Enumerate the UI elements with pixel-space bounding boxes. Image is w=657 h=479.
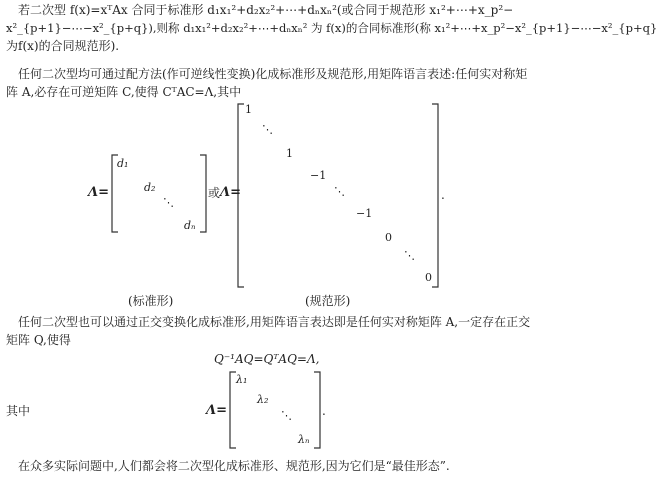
lambda-matrix-lhs: Λ=: [206, 403, 227, 418]
canonical-matrix-end: .: [441, 188, 445, 202]
para3-line1: 任何二次型也可以通过正交变换化成标准形,用矩阵语言表达即是任何实对称矩阵 A,一定存在正交: [18, 315, 531, 329]
canonical-entry-1a: 1: [245, 103, 252, 116]
lambda-entry-dots: ⋱: [281, 409, 292, 422]
para2-line2: 阵 A,必存在可逆矩阵 C,使得 CᵀAC=Λ,其中: [6, 85, 242, 99]
matrix-connector-or: 或: [208, 186, 221, 200]
canonical-entry-0b: 0: [425, 271, 432, 284]
lambda-matrix-end: .: [322, 404, 326, 418]
para3-line2: 矩阵 Q,使得: [6, 333, 71, 347]
canonical-entry-dots2: ⋱: [334, 185, 345, 198]
canonical-entry-dots3: ⋱: [404, 249, 415, 262]
canonical-caption: (规范形): [305, 294, 351, 308]
para2-line1: 任何二次型均可通过配方法(作可逆线性变换)化成标准形及规范形,用矩阵语言表述:任何实对称矩: [18, 67, 528, 81]
canonical-entry-0a: 0: [385, 231, 392, 244]
orthogonal-equation: Q⁻¹AQ=QᵀAQ=Λ,: [214, 352, 320, 366]
standard-entry-d2: d₂: [144, 181, 156, 194]
para1-line3: 为f(x)的合同规范形).: [6, 39, 120, 53]
para1-line2: x²_{p+1}−⋯−x²_{p+q}),则称 d₁x₁²+d₂x₂²+⋯+dₙxₙ² 为 f(x)的合同标准形(称 x₁²+⋯+x_p²−x²_{p+1}−⋯−x²_{p+q}: [6, 21, 657, 35]
standard-matrix-lhs: Λ=: [88, 185, 109, 200]
canonical-entry-neg1a: −1: [310, 169, 327, 182]
lambda-entry-2: λ₂: [257, 393, 269, 406]
canonical-entry-dots1: ⋱: [262, 123, 273, 136]
standard-entry-d1: d₁: [117, 157, 129, 170]
para5-line1: 在众多实际问题中,人们都会将二次型化成标准形、规范形,因为它们是“最佳形态”.: [18, 459, 450, 473]
lambda-entry-n: λₙ: [298, 433, 310, 446]
standard-entry-dots: ⋱: [163, 196, 174, 209]
standard-entry-dn: dₙ: [184, 219, 196, 232]
canonical-entry-neg1b: −1: [356, 207, 373, 220]
para4-lead: 其中: [6, 404, 31, 418]
canonical-matrix-lhs: Λ=: [220, 185, 241, 200]
standard-caption: (标准形): [128, 294, 174, 308]
lambda-entry-1: λ₁: [236, 373, 248, 386]
para1-line1: 若二次型 f(x)=xᵀAx 合同于标准形 d₁x₁²+d₂x₂²+⋯+dₙxₙ²(或合同于规范形 x₁²+⋯+x_p²−: [18, 3, 514, 17]
canonical-entry-1b: 1: [286, 147, 293, 160]
